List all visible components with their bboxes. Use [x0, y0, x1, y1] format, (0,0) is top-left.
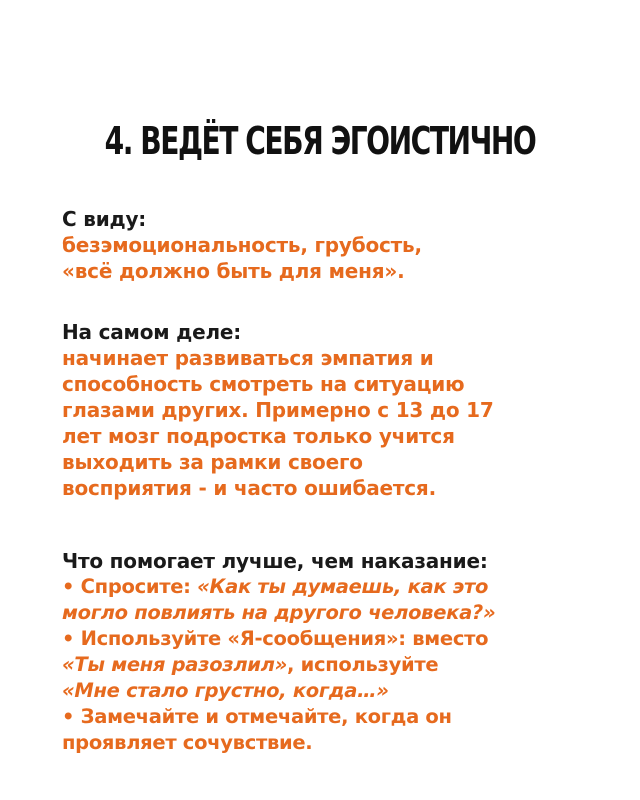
reality-line: глазами других. Примерно с 13 до 17 [62, 398, 494, 422]
reality-section [62, 319, 602, 501]
help-line: «Мне стало грустно, когда…» [62, 679, 389, 702]
help-text: • Спросите: [62, 575, 198, 598]
help-label: Что помогает лучше, чем наказание: [62, 549, 488, 573]
help-section [62, 548, 602, 756]
help-line: могло повлиять на другого человека?» [62, 601, 496, 624]
help-line: проявляет сочувствие. [62, 731, 313, 754]
help-line [62, 652, 602, 678]
reality-line: начинает развиваться эмпатия и [62, 346, 434, 370]
help-text: , используйте [287, 653, 439, 676]
appearance-line: безэмоциональность, грубость, [62, 233, 422, 257]
reality-line: способность смотреть на ситуацию [62, 372, 465, 396]
reality-line: лет мозг подростка только учится [62, 424, 455, 448]
reality-line: выходить за рамки своего [62, 450, 363, 474]
reality-label: На самом деле: [62, 320, 242, 344]
appearance-label: С виду: [62, 207, 147, 231]
reality-line: восприятия - и часто ошибается. [62, 476, 436, 500]
help-line: • Используйте «Я-сообщения»: вместо [62, 627, 489, 650]
appearance-line: «всё должно быть для меня». [62, 259, 405, 283]
appearance-section [62, 206, 602, 284]
help-quote: «Как ты думаешь, как это [197, 575, 489, 598]
help-line: • Замечайте и отмечайте, когда он [62, 705, 452, 728]
help-line [62, 574, 602, 600]
page-title: 4. ВЕДЁТ СЕБЯ ЭГОИСТИЧНО [104, 119, 536, 163]
help-quote: «Ты меня разозлил» [62, 653, 288, 676]
